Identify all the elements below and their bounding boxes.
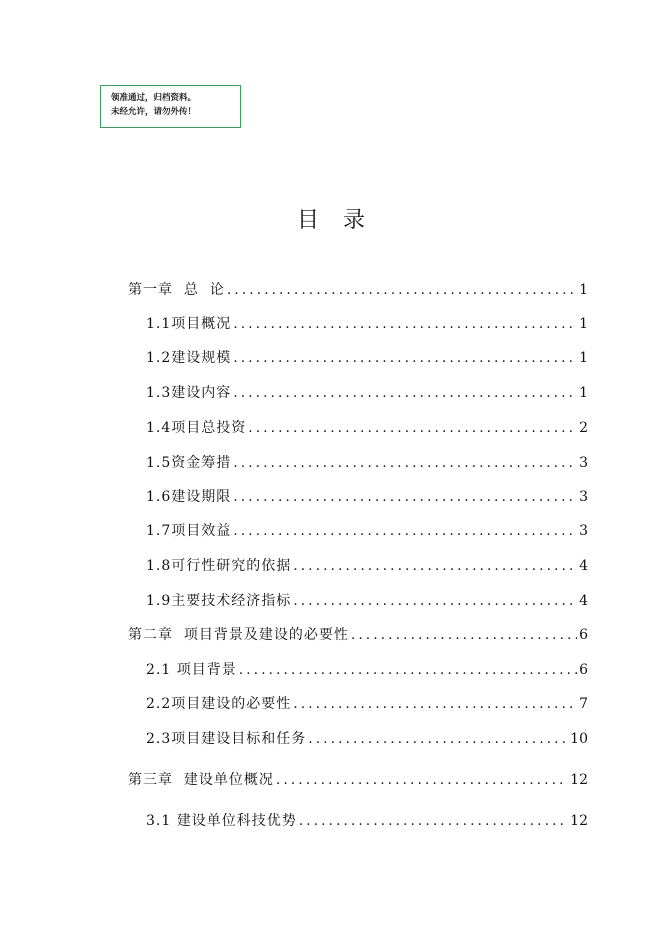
toc-entry[interactable] bbox=[128, 625, 588, 645]
toc-entry[interactable] bbox=[146, 521, 588, 541]
toc-leader bbox=[299, 811, 568, 831]
toc-entry[interactable] bbox=[146, 694, 588, 714]
toc-entry-text: 1.5资金筹措 bbox=[146, 455, 232, 471]
toc-entry-page: 1 bbox=[579, 282, 588, 298]
toc-entry-page: 2 bbox=[579, 420, 588, 436]
toc-entry-text: 第一章 总 论 bbox=[128, 282, 225, 298]
toc-entry-page: 3 bbox=[579, 455, 588, 471]
toc-entry-page: 10 bbox=[570, 731, 588, 747]
toc-leader bbox=[239, 660, 577, 680]
toc-leader bbox=[293, 591, 577, 611]
toc-entry-page: 12 bbox=[570, 813, 588, 829]
toc-entry-text: 第三章 建设单位概况 bbox=[128, 772, 274, 788]
toc-entry[interactable] bbox=[146, 314, 588, 334]
toc-entry-text: 1.4项目总投资 bbox=[146, 420, 247, 436]
toc-leader bbox=[351, 625, 577, 645]
toc-entry-page: 4 bbox=[579, 593, 588, 609]
toc-entry-text: 1.2建设规模 bbox=[146, 350, 232, 366]
toc-entry-text: 第二章 项目背景及建设的必要性 bbox=[128, 627, 349, 643]
toc-entry[interactable] bbox=[146, 348, 588, 368]
toc-entry-page: 1 bbox=[579, 316, 588, 332]
toc-entry-page: 3 bbox=[579, 489, 588, 505]
toc-entry-page: 1 bbox=[579, 350, 588, 366]
toc-leader bbox=[308, 729, 568, 749]
stamp-line-1: 领准通过，归档资料。 bbox=[111, 93, 197, 103]
toc-leader bbox=[248, 418, 577, 438]
toc-entry[interactable] bbox=[146, 383, 588, 403]
toc-leader bbox=[233, 348, 577, 368]
toc-entry-text: 3.1 建设单位科技优势 bbox=[146, 813, 297, 829]
toc-entry-text: 1.7项目效益 bbox=[146, 523, 232, 539]
toc-entry-text: 1.3建设内容 bbox=[146, 385, 232, 401]
toc-entry-page: 1 bbox=[579, 385, 588, 401]
toc-leader bbox=[293, 556, 577, 576]
toc-leader bbox=[233, 383, 577, 403]
toc-entry-text: 1.1项目概况 bbox=[146, 316, 232, 332]
toc-entry[interactable] bbox=[146, 729, 588, 749]
toc-entry-page: 3 bbox=[579, 523, 588, 539]
toc-entry[interactable] bbox=[146, 811, 588, 831]
toc-entry[interactable] bbox=[146, 418, 588, 438]
toc-entry-page: 6 bbox=[579, 627, 588, 643]
toc-entry[interactable] bbox=[146, 453, 588, 473]
toc-entry-text: 2.2项目建设的必要性 bbox=[146, 696, 292, 712]
toc-entry-text: 1.8可行性研究的依据 bbox=[146, 558, 292, 574]
toc-entry-page: 4 bbox=[579, 558, 588, 574]
toc-entry-text: 1.6建设期限 bbox=[146, 489, 232, 505]
toc-leader bbox=[227, 280, 577, 300]
toc-leader bbox=[233, 453, 577, 473]
toc-entry-text: 2.3项目建设目标和任务 bbox=[146, 731, 307, 747]
approval-stamp bbox=[100, 85, 241, 128]
toc-leader bbox=[276, 770, 568, 790]
page-title: 目录 bbox=[296, 208, 389, 233]
toc-entry[interactable] bbox=[146, 487, 588, 507]
toc-leader bbox=[233, 487, 577, 507]
toc-entry[interactable] bbox=[146, 591, 588, 611]
toc-leader bbox=[293, 694, 577, 714]
toc-entry-page: 6 bbox=[579, 662, 588, 678]
toc-entry-page: 12 bbox=[570, 772, 588, 788]
toc-leader bbox=[233, 521, 577, 541]
toc-entry-page: 7 bbox=[579, 696, 588, 712]
toc-entry[interactable] bbox=[128, 280, 588, 300]
toc-entry-text: 1.9主要技术经济指标 bbox=[146, 593, 292, 609]
toc-entry[interactable] bbox=[128, 770, 588, 790]
toc-entry[interactable] bbox=[146, 660, 588, 680]
toc-entry[interactable] bbox=[146, 556, 588, 576]
toc-leader bbox=[233, 314, 577, 334]
toc-entry-text: 2.1 项目背景 bbox=[146, 662, 237, 678]
stamp-line-2: 未经允许，请勿外传！ bbox=[111, 107, 197, 117]
